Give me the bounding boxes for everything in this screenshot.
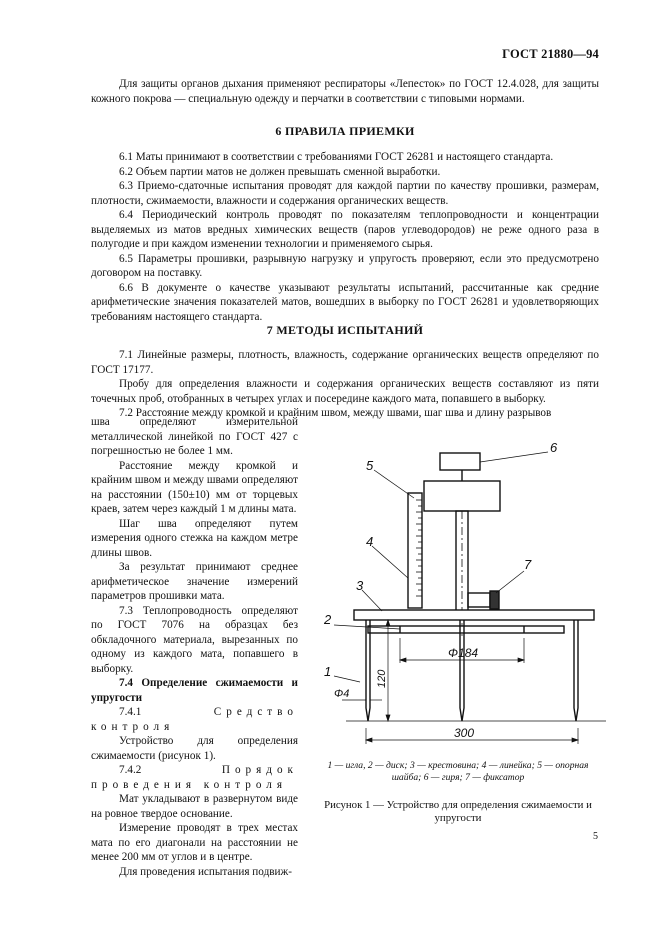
section-7-body-top	[91, 348, 599, 421]
figure-caption: Рисунок 1 — Устройство для определения сжимаемости и упругости	[324, 799, 592, 824]
heading-7-4-1: 7.4.1 Средство контроля	[91, 706, 298, 733]
paragraph-7-1-sampling: Пробу для определения влажности и содержания органических веществ составляют из пяти точечных проб, отобранных в четырех углах и посередине каждого мата, попавшего в выборку.	[91, 378, 599, 405]
paragraph-7-2-cont: шва определяют измерительной металлической линейкой по ГОСТ 427 с погрешностью не более 1 мм.	[91, 416, 298, 457]
leader-3	[362, 590, 382, 611]
paragraph-7-4-2-b: Измерение проводят в трех местах мата по его диагонали на расстоянии не менее 200 мм от углов и в центре.	[91, 822, 298, 863]
cross-beam	[354, 610, 594, 620]
heading-7-4: 7.4 Определение сжимаемости и упругости	[91, 677, 298, 704]
paragraph-7-2-start: 7.2 Расстояние между кромкой и крайним швом, между швами, шаг шва и длину разрывов	[119, 407, 552, 419]
ruler-ticks	[416, 500, 422, 596]
dim-disk-label: Φ184	[448, 646, 479, 660]
section-6-body	[91, 150, 599, 324]
disk	[368, 626, 564, 633]
callout-3: 3	[356, 578, 364, 593]
paragraph-7-4-2-c: Для проведения испытания подвиж-	[119, 865, 292, 878]
paragraph-6-1: 6.1 Маты принимают в соответствии с требованиями ГОСТ 26281 и настоящего стандарта.	[119, 151, 554, 163]
paragraph-7-2-step: Шаг шва определяют путем измерения одного стежка на каждом метре длины швов.	[91, 517, 298, 559]
paragraph-7-4-2-a: Мат укладывают в развернутом виде на ровное твердое основание.	[91, 793, 298, 820]
clamp-knob	[490, 591, 499, 609]
weight-top	[440, 453, 480, 470]
intro-block	[91, 77, 599, 106]
paragraph-6-4: 6.4 Периодический контроль проводят по показателям теплопроводности и концентрации выделяемых из матов вредных химических веществ (паров углеводородов) не реже одного раза в полугодие и при каждом изменении технологии и применяемого сырья.	[91, 209, 599, 250]
paragraph-6-2: 6.2 Объем партии матов не должен превышать сменной выработки.	[119, 165, 441, 178]
section-7-left-column	[91, 415, 298, 879]
section-6-title: 6 ПРАВИЛА ПРИЕМКИ	[275, 124, 415, 138]
paragraph-7-2-result: За результат принимают среднее арифметическое значение измерений параметров прошивки мата.	[91, 561, 298, 602]
section-7-title: 7 МЕТОДЫ ИСПЫТАНИЙ	[266, 323, 424, 337]
ruler	[408, 493, 422, 608]
paragraph-6-3: 6.3 Приемо-сдаточные испытания проводят для каждой партии по качеству прошивки, размерам, плотности, сжимаемости, влажности и содержания органических веществ.	[91, 180, 599, 207]
paragraph-7-3: 7.3 Теплопроводность определяют по ГОСТ 7076 на образцах без обкладочного материала, вырезанных по одному из каждого мата, попавшего в выборку.	[91, 604, 298, 675]
dim-height-label: 120	[376, 669, 388, 688]
document-code-header: ГОСТ 21880—94	[502, 47, 599, 61]
figure-legend: 1 — игла, 2 — диск; 3 — крестовина; 4 — линейка; 5 — опорная шайба; 6 — гиря; 7 — фиксатор	[327, 760, 589, 783]
page-number: 5	[593, 831, 598, 842]
leader-6	[480, 452, 548, 462]
figure-1-device-drawing	[316, 438, 616, 758]
callout-4: 4	[366, 534, 374, 549]
paragraph-6-5: 6.5 Параметры прошивки, разрывную нагрузку и упругость проверяют, если это предусмотрено договором на поставку.	[91, 252, 599, 279]
paragraph-7-2-edges: Расстояние между кромкой и крайним швом и между швами определяют на расстоянии (150±10) мм от торцевых краев, затем через каждый 1 м длины мата.	[91, 459, 298, 515]
leader-7	[496, 571, 524, 593]
callout-2: 2	[324, 612, 332, 627]
callout-5: 5	[366, 458, 374, 473]
clamp-body	[468, 593, 490, 607]
dim-width-label: 300	[454, 726, 475, 740]
intro-paragraph: Для защиты органов дыхания применяют респираторы «Лепесток» по ГОСТ 12.4.028, для защиты кожного покрова — специальную одежду и перчатки в соответствии с типовыми нормами.	[91, 78, 599, 105]
weight-body	[424, 481, 500, 511]
paragraph-7-4-1: Устройство для определения сжимаемости (рисунок 1).	[91, 735, 298, 762]
heading-7-4-2: 7.4.2 Порядок проведения контроля	[91, 764, 298, 791]
leader-1	[334, 676, 360, 682]
callout-1: 1	[324, 664, 332, 679]
callout-7: 7	[524, 557, 532, 572]
callout-6: 6	[550, 440, 558, 455]
needle-left	[366, 620, 370, 721]
paragraph-6-6: 6.6 В документе о качестве указывают результаты испытаний, рассчитанные как средние арифметические значения показателей матов, вошедших в выборку по ГОСТ 26281 и удовлетворяющих требованиям настоящего стандарта.	[91, 281, 599, 323]
leader-5	[374, 470, 414, 498]
dim-needle-label: Φ4	[334, 688, 350, 700]
paragraph-7-1: 7.1 Линейные размеры, плотность, влажность, содержание органических веществ определяют по ГОСТ 17177.	[91, 349, 599, 376]
needle-right	[574, 620, 578, 721]
leader-4	[372, 546, 408, 578]
